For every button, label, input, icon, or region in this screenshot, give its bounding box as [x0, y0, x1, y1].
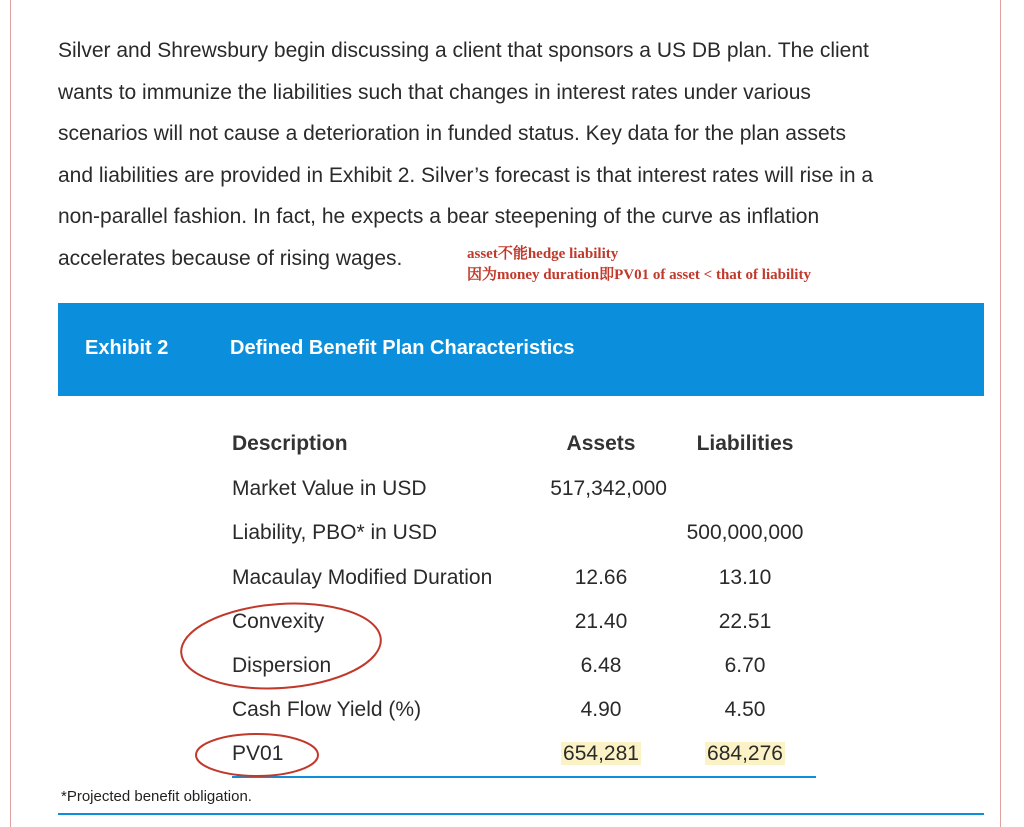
row-assets: 6.48	[580, 654, 622, 677]
note-line: asset不能hedge liability	[467, 246, 619, 262]
row-liabilities: 13.10	[718, 566, 772, 589]
header-description: Description	[232, 432, 348, 455]
row-description: PV01	[232, 742, 284, 765]
row-liabilities: 6.70	[724, 654, 766, 677]
note-line: 因为money duration即PV01 of asset < that of liability	[467, 267, 811, 283]
row-description: Convexity	[232, 610, 325, 633]
row-assets: 517,342,000	[550, 477, 667, 500]
footnote: *Projected benefit obligation.	[61, 788, 252, 805]
row-liabilities: 4.50	[724, 698, 766, 721]
exhibit-bottom-rule	[58, 813, 984, 815]
highlighted-value: 684,276	[707, 742, 783, 765]
row-description: Cash Flow Yield (%)	[232, 698, 422, 721]
row-assets	[541, 742, 661, 766]
row-assets: 12.66	[574, 566, 628, 589]
paragraph-line: non-parallel fashion. In fact, he expects a bear steepening of the curve as inflation	[58, 205, 820, 228]
row-liabilities	[670, 742, 820, 766]
paragraph-line: accelerates because of rising wages.	[58, 246, 403, 270]
paragraph-line: and liabilities are provided in Exhibit 2. Silver’s forecast is that interest rates will rise in a	[58, 163, 874, 187]
header-assets: Assets	[566, 432, 636, 455]
exhibit-label: Exhibit 2	[85, 337, 169, 359]
paragraph-line: Silver and Shrewsbury begin discussing a client that sponsors a US DB plan. The client	[58, 39, 869, 62]
row-liabilities: 500,000,000	[686, 521, 804, 544]
paragraph-line: scenarios will not cause a deterioration in funded status. Key data for the plan assets	[58, 122, 846, 145]
row-assets: 21.40	[574, 610, 628, 633]
case-paragraph	[58, 30, 988, 279]
row-description: Liability, PBO* in USD	[232, 521, 438, 544]
row-liabilities: 22.51	[718, 610, 772, 633]
page-border-right	[1000, 0, 1001, 827]
exhibit-title: Defined Benefit Plan Characteristics	[230, 337, 575, 359]
highlighted-value: 654,281	[563, 742, 639, 765]
table-bottom-rule	[232, 776, 816, 778]
page-border-left	[10, 0, 11, 827]
exhibit-header-bar	[58, 303, 984, 396]
row-description: Dispersion	[232, 654, 332, 677]
handwritten-note	[467, 244, 811, 286]
paragraph-line: wants to immunize the liabilities such that changes in interest rates under various	[58, 80, 811, 104]
row-assets: 4.90	[580, 698, 622, 721]
row-description: Macaulay Modified Duration	[232, 566, 493, 589]
header-liabilities: Liabilities	[696, 432, 794, 455]
row-description: Market Value in USD	[232, 477, 427, 500]
